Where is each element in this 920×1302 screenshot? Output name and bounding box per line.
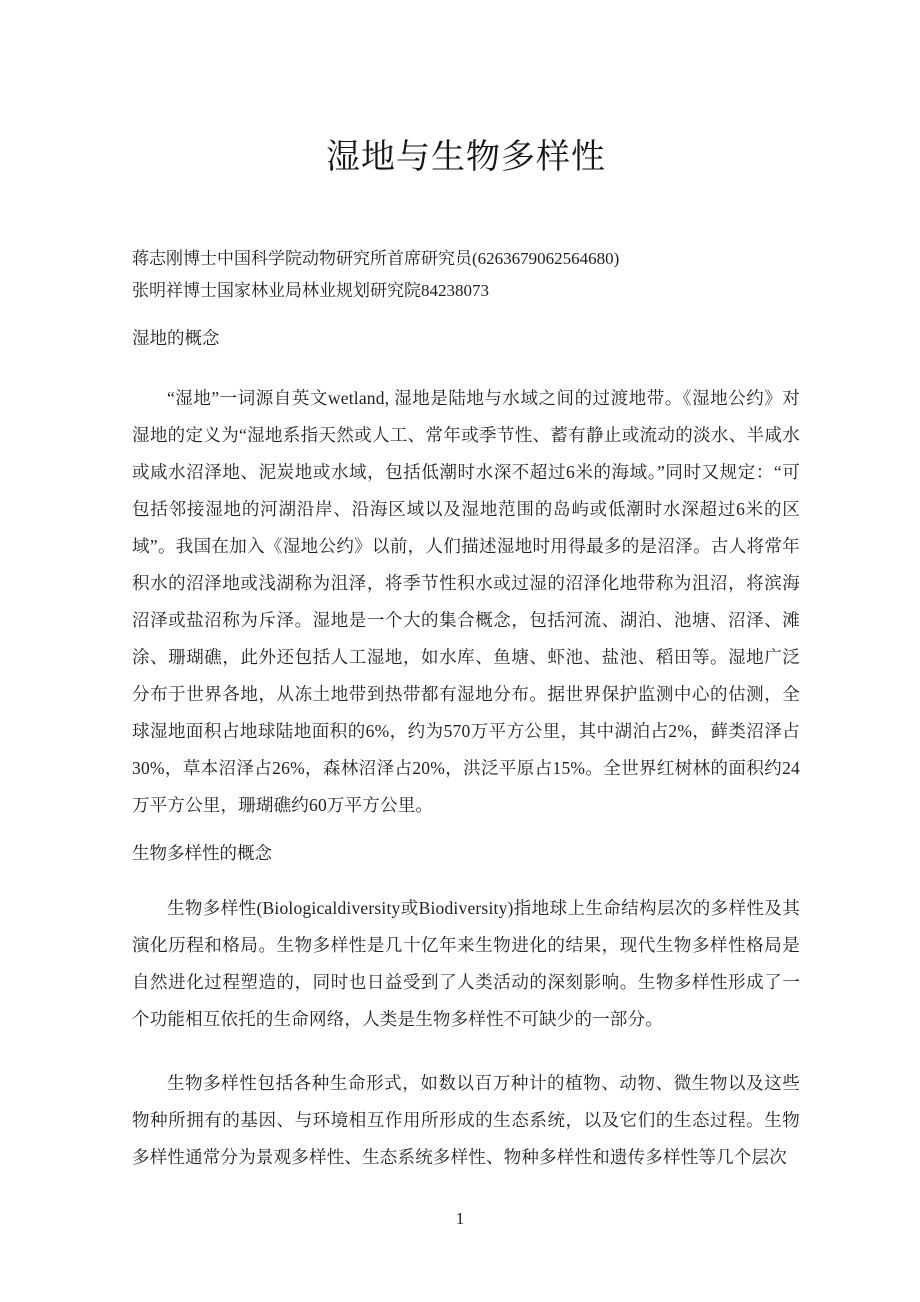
author-line-1: 蒋志刚博士中国科学院动物研究所首席研究员(6263679062564680) xyxy=(132,249,620,268)
author-line-2: 张明祥博士国家林业局林业规划研究院84238073 xyxy=(132,281,489,300)
section-heading-biodiversity-concept: 生物多样性的概念 xyxy=(132,843,272,863)
paragraph-wetland-definition: “湿地”一词源自英文wetland, 湿地是陆地与水域之间的过渡地带。《湿地公约》对湿地的定义为“湿地系指天然或人工、常年或季节性、蓄有静止或流动的淡水、半咸水或咸水沼泽地、泥炭地或水域，包括低潮时水深不超过6米的海域。”同时又规定：“可包括邻接湿地的河湖沿岸、沿海区域以及湿地范围的岛屿或低潮时水深超过6米的区域”。我国在加入《湿地公约》以前，人们描述湿地时用得最多的是沼泽。古人将常年积水的沼泽地或浅湖称为沮泽，将季节性积水或过湿的沼泽化地带称为沮沼，将滨海沼泽或盐沼称为斥泽。湿地是一个大的集合概念，包括河流、湖泊、池塘、沼泽、滩涂、珊瑚礁，此外还包括人工湿地，如水库、鱼塘、虾池、盐池、稻田等。湿地广泛分布于世界各地，从冻土地带到热带都有湿地分布。据世界保护监测中心的估测，全球湿地面积占地球陆地面积的6%，约为570万平方公里，其中湖泊占2%，藓类沼泽占30%，草本沼泽占26%，森林沼泽占20%，洪泛平原占15%。全世界红树林的面积约24万平方公里，珊瑚礁约60万平方公里。 xyxy=(132,388,800,815)
paragraph-biodiversity-forms: 生物多样性包括各种生命形式，如数以百万种计的植物、动物、微生物以及这些物种所拥有的基因、与环境相互作用所形成的生态系统，以及它们的生态过程。生物多样性通常分为景观多样性、生态系统多样性、物种多样性和遗传多样性等几个层次 xyxy=(132,1073,800,1167)
paragraph-biodiversity-definition: 生物多样性(Biologicaldiversity或Biodiversity)指地球上生命结构层次的多样性及其演化历程和格局。生物多样性是几十亿年来生物进化的结果，现代生物多样性格局是自然进化过程塑造的，同时也日益受到了人类活动的深刻影响。生物多样性形成了一个功能相互依托的生命网络，人类是生物多样性不可缺少的一部分。 xyxy=(132,898,800,1029)
page-number: 1 xyxy=(455,1209,465,1228)
author-block xyxy=(132,243,800,307)
document-title: 湿地与生物多样性 xyxy=(326,139,606,176)
section-heading-wetland-concept: 湿地的概念 xyxy=(132,328,220,348)
